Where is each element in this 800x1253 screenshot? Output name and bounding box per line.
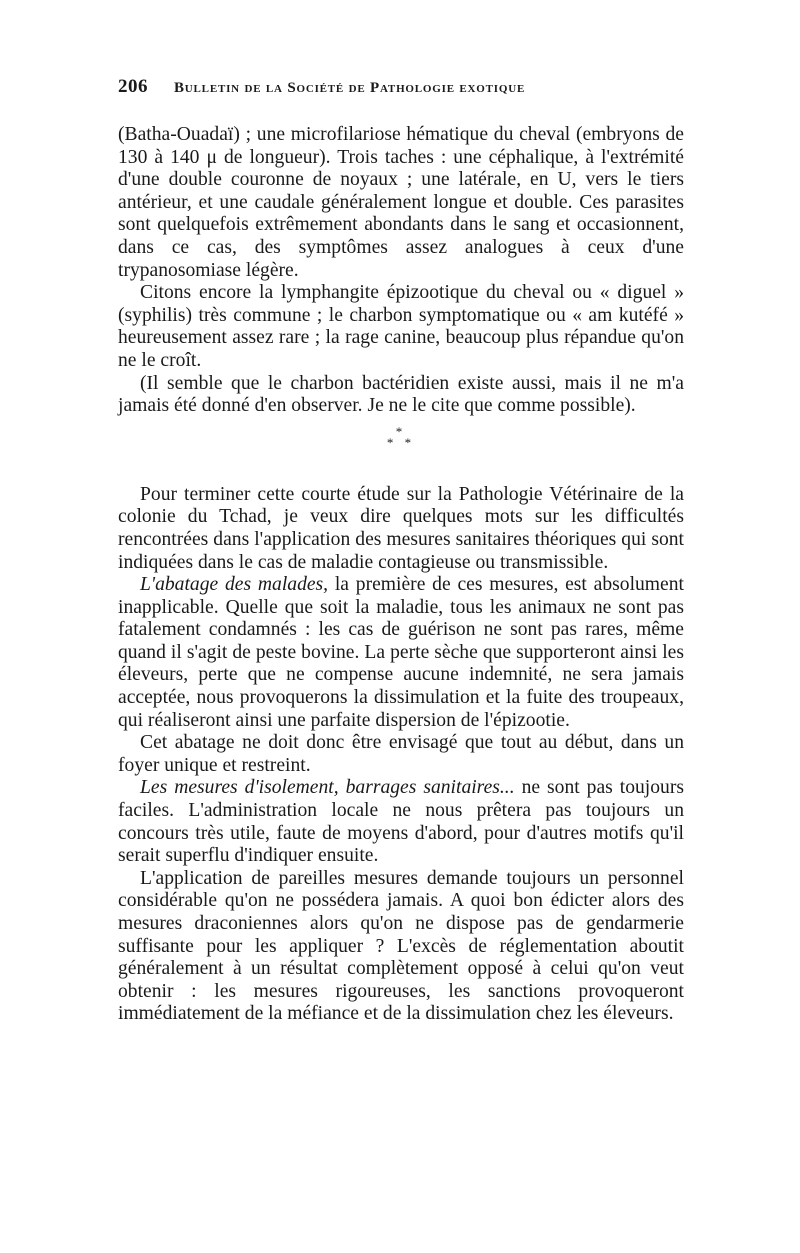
- paragraph-charbon-bacteridien: (Il semble que le charbon bactéridien existe aussi, mais il ne m'a jamais été donné d'en observer. Je ne le cite que comme possible).: [118, 372, 684, 417]
- page-number: 206: [118, 76, 148, 97]
- asterism-top: *: [395, 423, 407, 439]
- body-text: [118, 124, 684, 1026]
- paragraph-abatage-debut: Cet abatage ne doit donc être envisagé que tout au début, dans un foyer unique et restreint.: [118, 732, 684, 776]
- paragraph-abatage: [118, 574, 684, 732]
- section-asterism: [118, 423, 684, 450]
- paragraph-difficultes: Pour terminer cette courte étude sur la Pathologie Vétérinaire de la colonie du Tchad, je veux dire quelques mots sur les difficultés rencontrées dans l'application des mesures sanitaires théoriques qui sont indiquées dans le cas de maladie contagieuse ou transmissible.: [118, 483, 684, 573]
- abatage-text: la première de ces mesures, est absolument inapplicable. Quelle que soit la maladie, tous les animaux ne sont pas fatalement condamnés : les cas de guérison ne sont pas rares, même quand il s'agit de peste bovine. La perte sèche que supporteront ainsi les éleveurs, perte que ne compense aucune indemnité, ne sera jamais acceptée, nous provoquerons la dissimulation et la fuite des troupeaux, qui réaliseront ainsi une parfaite dispersion de l'épizootie.: [118, 574, 684, 731]
- isolement-heading: Les mesures d'isolement, barrages sanitaires...: [140, 777, 515, 799]
- isolement-text: ne sont pas toujours faciles. L'administration locale ne nous prêtera pas toujours un concours très utile, faute de moyens d'abord, pour d'autres motifs qu'il serait superflu d'indiquer ensuite.: [118, 777, 684, 867]
- paragraph-application: L'application de pareilles mesures demande toujours un personnel considérable qu'on ne possédera jamais. A quoi bon édicter alors des mesures draconiennes alors qu'on ne dispose pas de gendarmerie suffisante pour les appliquer ? L'excès de réglementation aboutit généralement à un résultat complètement opposé à celui qu'on veut obtenir : les mesures rigoureuses, les sanctions provoqueront immédiatement de la méfiance et de la dissimulation chez les éleveurs.: [118, 867, 684, 1025]
- paragraph-lymphangite: Citons encore la lymphangite épizootique du cheval ou « diguel » (syphilis) très commune ; le charbon symptomatique ou « am kutéfé » heureusement assez rare ; la rage canine, beaucoup plus répandue qu'on ne le croît.: [118, 282, 684, 371]
- asterism-bottom: * *: [386, 434, 416, 450]
- paragraph-isolement: [118, 777, 684, 867]
- journal-page: [118, 76, 684, 1026]
- paragraph-microfilariose: (Batha-Ouadaï) ; une microfilariose hématique du cheval (embryons de 130 à 140 μ de longueur). Trois taches : une céphalique, à l'extrémité d'une double couronne de noyaux ; une latérale, en U, vers le tiers antérieur, et une caudale généralement longue et double. Ces parasites sont quelquefois extrêmement abondants dans le sang et occasionnent, dans ce cas, des symptômes assez analogues à ceux d'une trypanosomiase légère.: [118, 124, 684, 281]
- page-header: [118, 76, 684, 106]
- abatage-heading: L'abatage des malades,: [140, 574, 329, 596]
- running-head: Bulletin de la Société de Pathologie exotique: [174, 80, 526, 96]
